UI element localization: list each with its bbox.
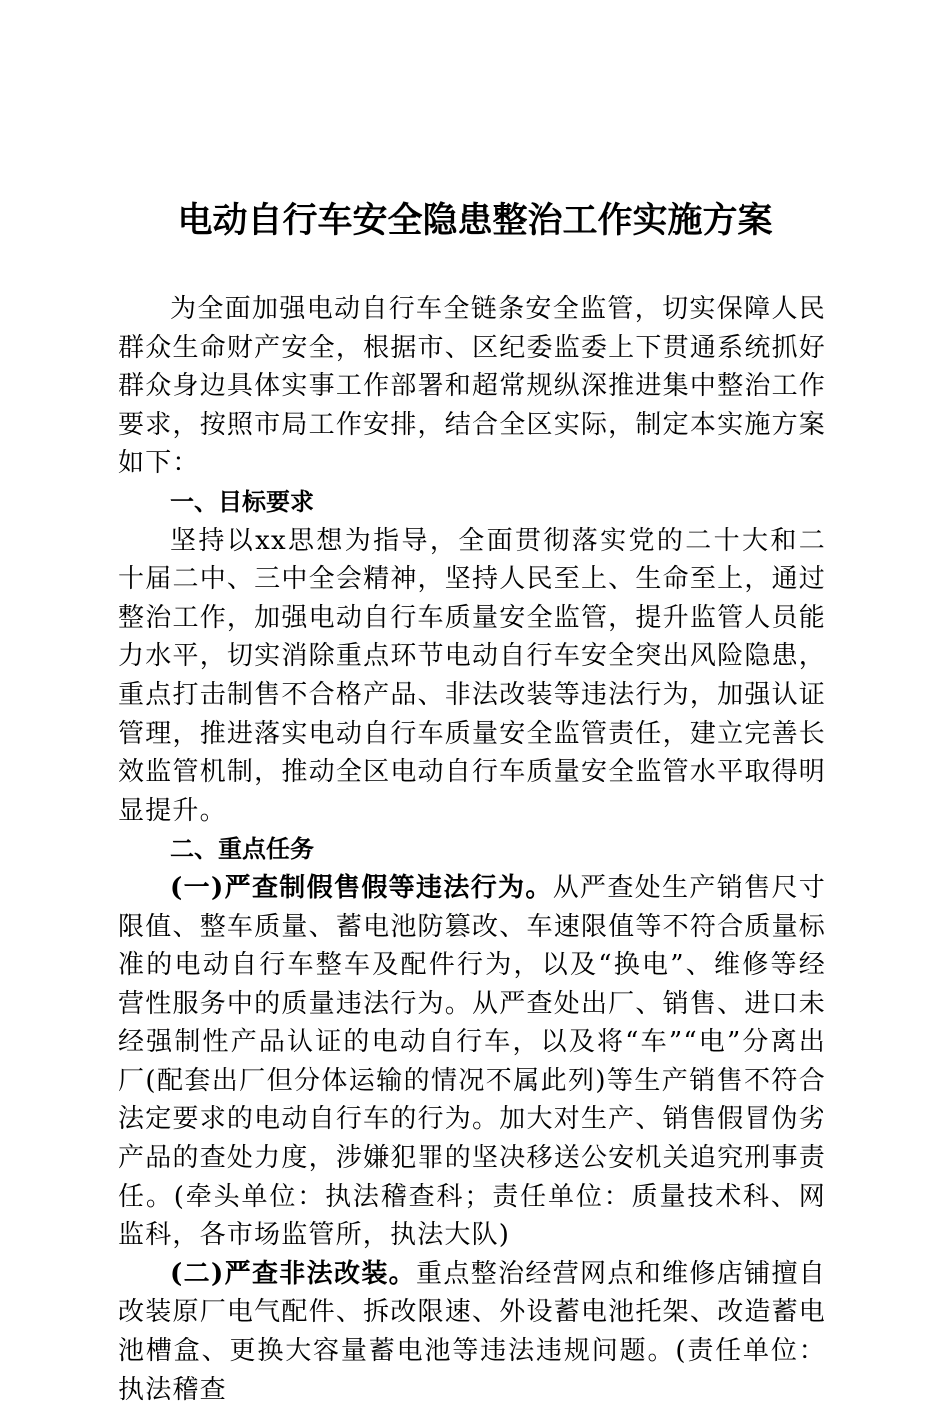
- task-item-1-lead: (一)严查制假售假等违法行为。: [170, 872, 553, 903]
- goals-paragraph: 坚持以xx思想为指导，全面贯彻落实党的二十大和二十届二中、三中全会精神，坚持人民至上、生命至上，通过整治工作，加强电动自行车质量安全监管，提升监管人员能力水平，切实消除重点环节电动自行车安全突出风险隐患，重点打击制售不合格产品、非法改装等违法行为，加强认证管理，推进落实电动自行车质量安全监管责任，建立完善长效监管机制，推动全区电动自行车质量安全监管水平取得明显提升。: [118, 525, 826, 826]
- section-heading-goals: 一、目标要求: [170, 487, 314, 516]
- intro-paragraph: 为全面加强电动自行车全链条安全监管，切实保障人民群众生命财产安全，根据市、区纪委监委上下贯通系统抓好群众身边具体实事工作部署和超常规纵深推进集中整治工作要求，按照市局工作安排，结合全区实际，制定本实施方案如下：: [118, 294, 826, 479]
- document-title: 电动自行车安全隐患整治工作实施方案: [177, 200, 773, 241]
- section-heading-tasks: 二、重点任务: [170, 835, 314, 864]
- document-body: [118, 290, 826, 1409]
- task-item-2-lead: (二)严查非法改装。: [170, 1258, 417, 1289]
- task-item-2: [118, 1255, 826, 1409]
- task-item-1-text: 从严查处生产销售尺寸限值、整车质量、蓄电池防篡改、车速限值等不符合质量标准的电动自行车整车及配件行为，以及“换电”、维修等经营性服务中的质量违法行为。从严查处出厂、销售、进口未经强制性产品认证的电动自行车，以及将“车”“电”分离出厂(配套出厂但分体运输的情况不属此列)等生产销售不符合法定要求的电动自行车的行为。加大对生产、销售假冒伪劣产品的查处力度，涉嫌犯罪的坚决移送公安机关追究刑事责任。(牵头单位：执法稽查科；责任单位：质量技术科、网监科，各市场监管所，执法大队): [118, 872, 826, 1251]
- task-item-1: [118, 869, 826, 1255]
- task-item-2-text: 重点整治经营网点和维修店铺擅自改装原厂电气配件、拆改限速、外设蓄电池托架、改造蓄电池槽盒、更换大容量蓄电池等违法违规问题。(责任单位：执法稽查: [118, 1258, 826, 1405]
